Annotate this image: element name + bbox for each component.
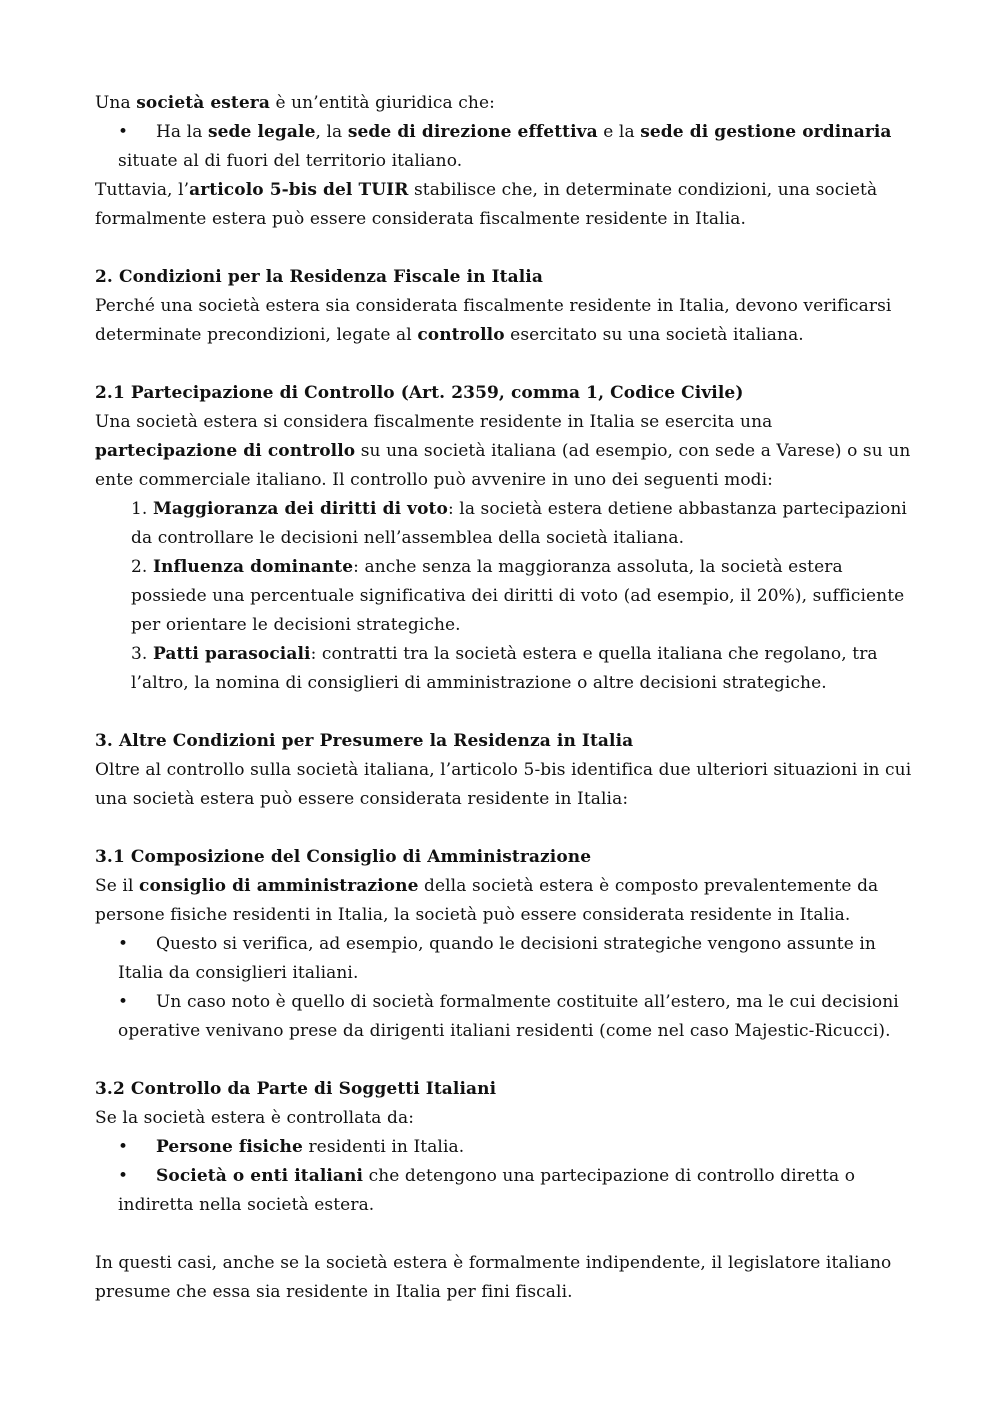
list-item: • Un caso noto è quello di società formalmente costituite all’estero, ma le cui decisioni operative venivano prese da dirigenti italiani residenti (come nel caso Majestic-Ricucci). [95,988,915,1046]
section-2-paragraph: Perché una società estera sia considerata fiscalmente residente in Italia, devono verificarsi determinate precondizioni, legate al controllo esercitato su una società italiana. [95,296,892,345]
section-3-1-paragraph: Se il consiglio di amministrazione della società estera è composto prevalentemente da persone fisiche residenti in Italia, la società può essere considerata residente in Italia. [95,876,879,925]
list-item: 1. Maggioranza dei diritti di voto: la società estera detiene abbastanza partecipazioni da controllare le decisioni nell’assemblea della società italiana. [131,499,907,548]
list-item: • Persone fisiche residenti in Italia. [95,1133,915,1162]
list-item: 3. Patti parasociali: contratti tra la società estera e quella italiana che regolano, tra l’altro, la nomina di consiglieri di amministrazione o altre decisioni strategiche. [131,644,878,693]
control-modes-list [95,495,915,698]
section-3-paragraph: Oltre al controllo sulla società italiana, l’articolo 5-bis identifica due ulteriori situazioni in cui una società estera può essere considerata residente in Italia: [95,760,912,809]
section-2-1-heading: 2.1 Partecipazione di Controllo (Art. 2359, comma 1, Codice Civile) [95,383,744,403]
section-2-1-paragraph: Una società estera si considera fiscalmente residente in Italia se esercita una partecipazione di controllo su una società italiana (ad esempio, con sede a Varese) o su un ente commerciale italiano. Il controllo può avvenire in uno dei seguenti modi: [95,412,911,490]
intro-term: società estera [136,93,270,113]
bullet-marker: • [118,1166,129,1186]
bullet-marker: • [118,934,129,954]
intro-line: Una società estera è un’entità giuridica che: [95,93,495,113]
bullet-marker: • [118,1137,129,1157]
list-item: • Società o enti italiani che detengono una partecipazione di controllo diretta o indiretta nella società estera. [95,1162,915,1220]
bullet-marker: • [118,122,129,142]
list-item: 2. Influenza dominante: anche senza la maggioranza assoluta, la società estera possiede una percentuale significativa dei diritti di voto (ad esempio, il 20%), sufficiente per orientare le decisioni strategiche. [131,557,905,635]
intro-paragraph: Tuttavia, l’articolo 5-bis del TUIR stabilisce che, in determinate condizioni, una società formalmente estera può essere considerata fiscalmente residente in Italia. [95,180,878,229]
intro-bullet: • Ha la sede legale, la sede di direzione effettiva e la sede di gestione ordinaria situate al di fuori del territorio italiano. [95,118,915,176]
closing-paragraph: In questi casi, anche se la società estera è formalmente indipendente, il legislatore italiano presume che essa sia residente in Italia per fini fiscali. [95,1253,892,1302]
list-item: • Questo si verifica, ad esempio, quando le decisioni strategiche vengono assunte in Italia da consiglieri italiani. [95,930,915,988]
bullet-marker: • [118,992,129,1012]
section-3-2-paragraph: Se la società estera è controllata da: [95,1108,415,1128]
section-2-heading: 2. Condizioni per la Residenza Fiscale in Italia [95,267,543,287]
section-3-heading: 3. Altre Condizioni per Presumere la Residenza in Italia [95,731,634,751]
section-3-1-heading: 3.1 Composizione del Consiglio di Amministrazione [95,847,592,867]
section-3-2-heading: 3.2 Controllo da Parte di Soggetti Italiani [95,1079,497,1099]
document-page [95,89,915,1307]
